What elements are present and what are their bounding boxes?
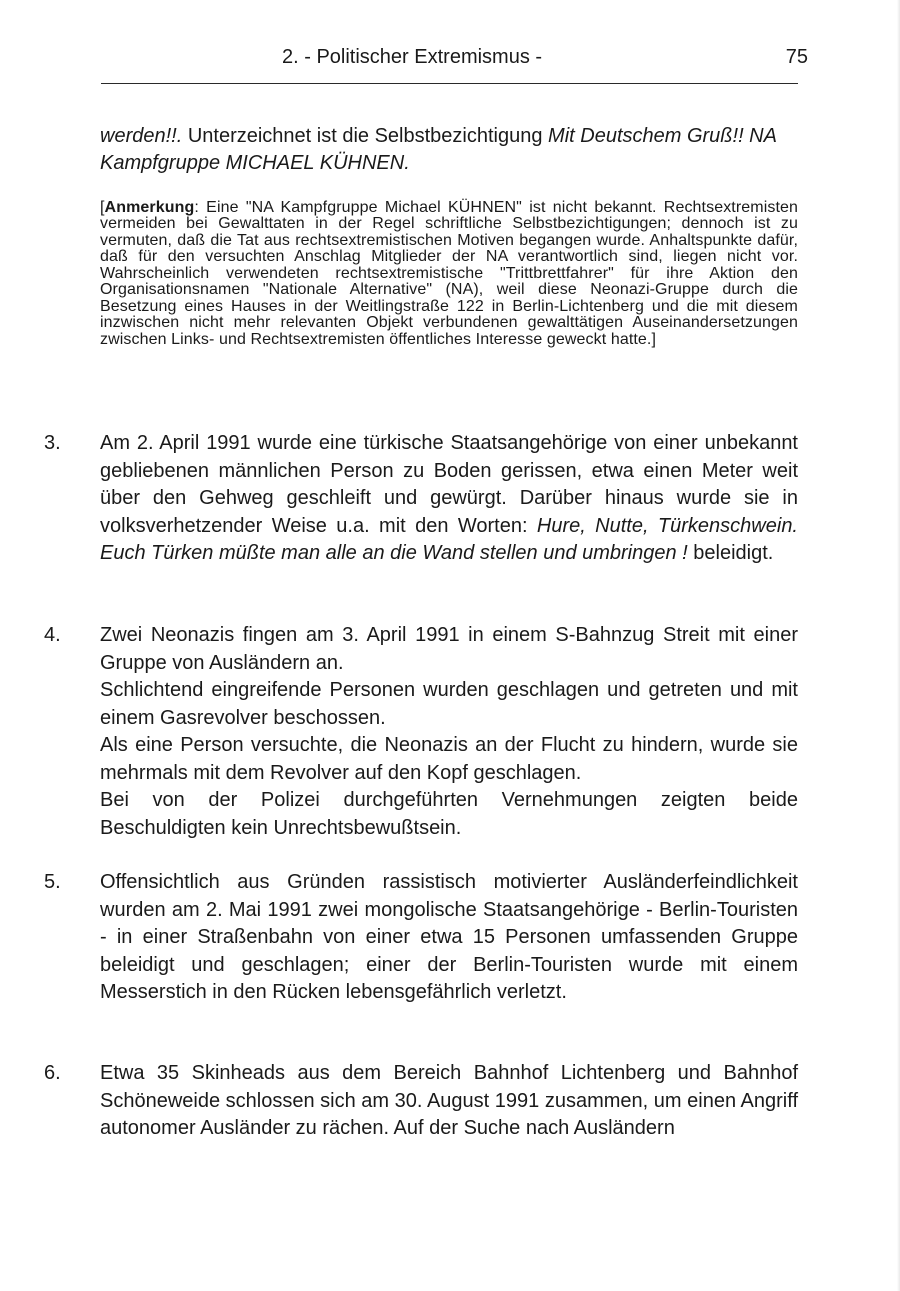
annotation-note [100,200,798,348]
lead-quote-end: werden!!. [100,125,183,147]
item-3-text: Am 2. April 1991 wurde eine türkische Staatsangehörige von einer unbekannt gebliebenen männlichen Person zu Boden gerissen, etwa einen Meter weit über den Gehweg geschleift und gewürgt. Darüber hinaus wurde sie in volksverhetzender Weise u.a. mit den Worten: [100,432,798,537]
running-header-title: 2. - Politischer Extremismus - [282,46,543,68]
item-4-paragraph: Als eine Person versuchte, die Neonazis an der Flucht zu hindern, wurde sie mehrmals mit dem Revolver auf den Kopf geschlagen. [100,734,798,784]
list-item-text: Etwa 35 Skinheads aus dem Bereich Bahnhof Lichtenberg und Bahnhof Schöneweide schlossen sich am 30. August 1991 zusammen, um einen Angriff autonomer Ausländer zu rächen. Auf der Suche nach Ausländern [100,1062,798,1139]
item-3-quote: Hure, Nutte, Türkenschwein. Euch Türken müßte man alle an die Wand stellen und umbringen ! [100,514,798,564]
item-4-paragraph: Bei von der Polizei durchgeführten Vernehmungen zeigten beide Beschuldigten kein Unrechtsbewußtsein. [100,789,798,839]
item-3-text-end: beleidigt. [687,542,774,564]
page-number: 75 [785,46,808,68]
note-label: Anmerkung [104,199,195,216]
lead-paragraph [100,123,798,177]
lead-signature-quote: Mit Deutschem Gruß!! NA Kampfgruppe MICHAEL KÜHNEN. [100,125,777,174]
note-open-bracket: [ [100,199,105,216]
list-item-number: 4. [44,624,61,646]
header-rule [101,83,798,84]
lead-text: Unterzeichnet ist die Selbstbezichtigung [182,125,549,147]
item-4-paragraph: Schlichtend eingreifende Personen wurden geschlagen und getreten und mit einem Gasrevolver beschossen. [100,679,798,729]
list-item-text: Offensichtlich aus Gründen rassistisch motivierter Ausländerfeindlichkeit wurden am 2. Mai 1991 zwei mongolische Staatsangehörige - Berlin-Touristen - in einer Straßenbahn von einer etwa 15 Personen umfassenden Gruppe beleidigt und geschlagen; einer der Berlin-Touristen wurde mit einem Messerstich in den Rücken lebensgefährlich verletzt. [100,871,798,1003]
list-item-number: 6. [44,1062,61,1084]
list-item-text [100,430,798,568]
list-item-number: 5. [44,871,61,893]
list-item-number: 3. [44,432,61,454]
note-text: : Eine "NA Kampfgruppe Michael KÜHNEN" ist nicht bekannt. Rechtsextremisten vermeiden bei Gewalttaten in der Regel schriftliche Selbstbezichtigungen; dennoch ist zu vermuten, daß die Tat aus rechtsextremistischen Motiven begangen wurde. Anhaltspunkte dafür, daß für den versuchten Anschlag Mitglieder der NA verantwortlich sind, liegen nicht vor. Wahrscheinlich verwendeten rechtsextremistische "Trittbrettfahrer" für ihre Aktion den Organisationsnamen "Nationale Alternative" (NA), weil diese Neonazi-Gruppe durch die Besetzung eines Hauses in der Weitlingstraße 122 in Berlin-Lichtenberg und die mit diesem inzwischen nicht mehr relevanten Objekt verbundenen gewalttätigen Auseinandersetzungen zwischen Links- und Rechtsextremisten öffentliches Interesse geweckt hatte.] [100,199,798,348]
list-item-text [100,622,798,842]
item-4-paragraph: Zwei Neonazis fingen am 3. April 1991 in einem S-Bahnzug Streit mit einer Gruppe von Ausländern an. [100,624,798,674]
